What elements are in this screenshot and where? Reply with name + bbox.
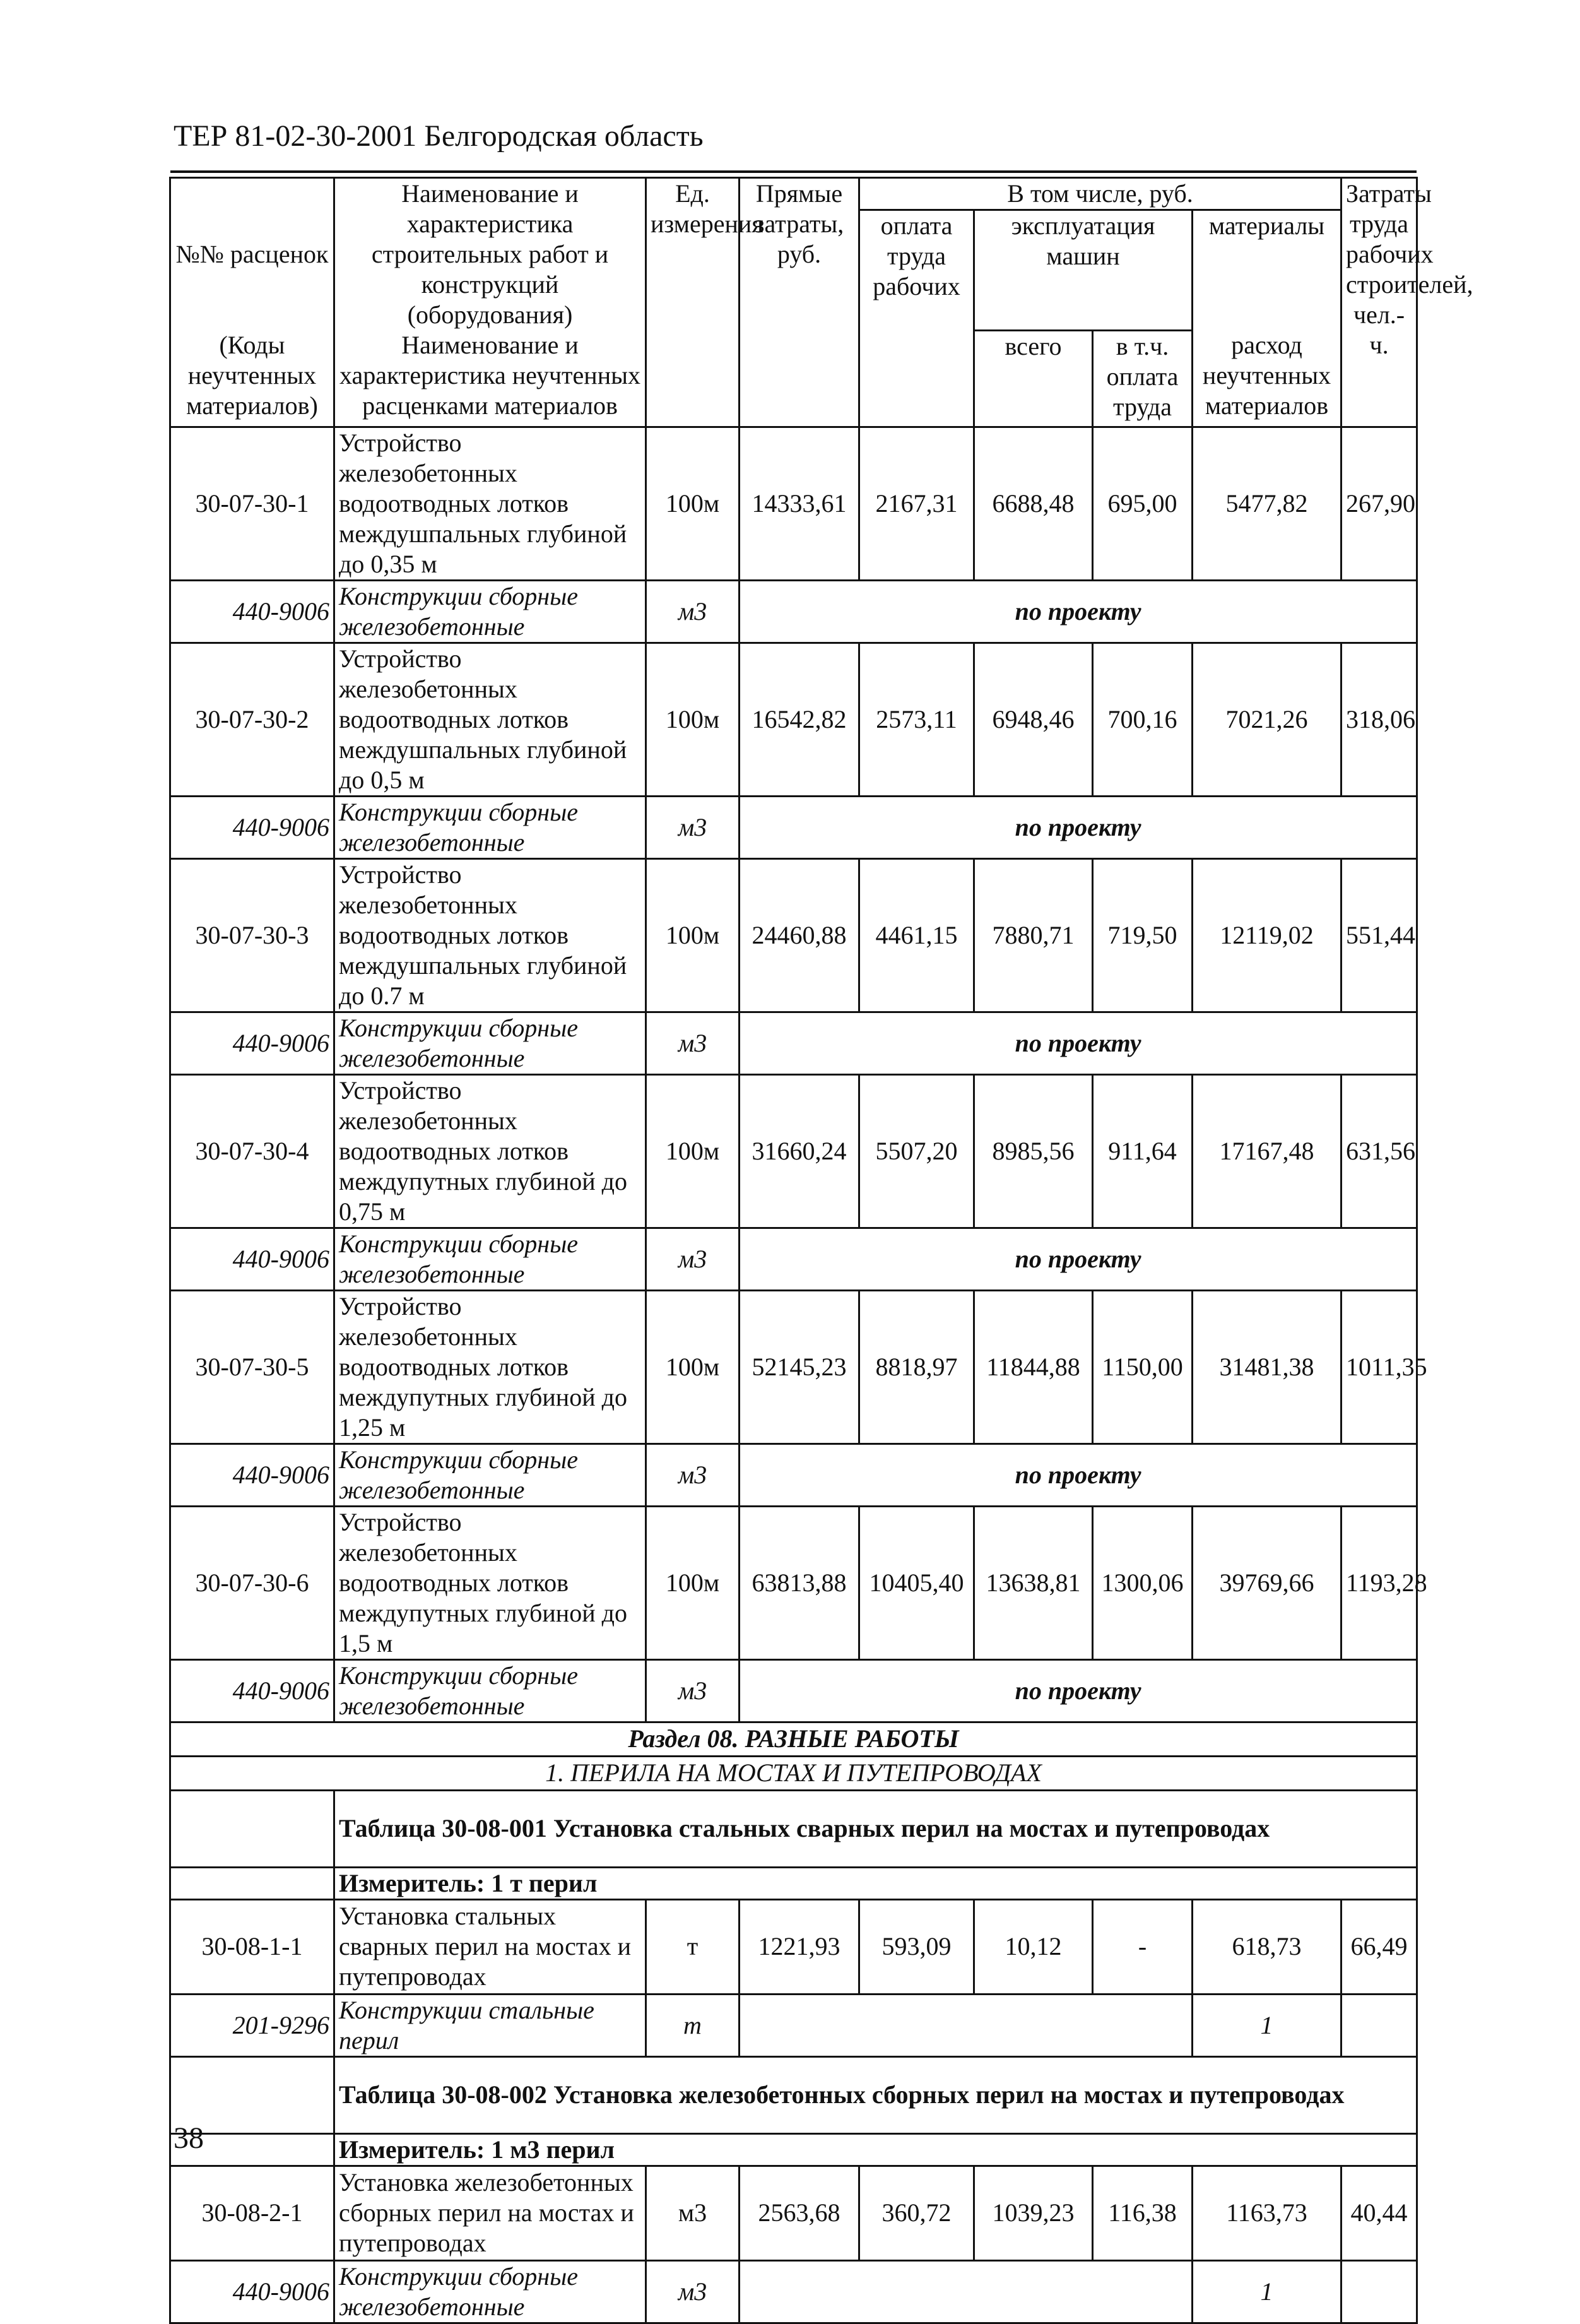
rate-pay: 593,09 [859, 1899, 974, 1994]
material-description: Конструкции сборные железобетонные [334, 1228, 646, 1290]
rate-machines: 1039,23 [974, 2166, 1093, 2260]
rate-direct: 2563,68 [740, 2166, 859, 2260]
material-row [170, 1994, 1417, 2056]
header-total: всего [974, 330, 1093, 427]
rate-materials: 39769,66 [1193, 1506, 1341, 1659]
rate-pay: 4461,15 [859, 858, 974, 1012]
material-unit: т [646, 1994, 740, 2056]
material-row [170, 1444, 1417, 1506]
rate-description: Устройство железобетонных водоотводных лотков междупутных глубиной до 0,75 м [334, 1074, 646, 1228]
material-code: 440-9006 [170, 1659, 334, 1722]
header-mat-cons: расход неучтенных материалов [1193, 330, 1341, 427]
rate-machines-pay: 695,00 [1093, 427, 1193, 580]
rate-labor: 551,44 [1341, 858, 1417, 1012]
material-description: Конструкции сборные железобетонные [334, 1659, 646, 1722]
material-row [170, 1012, 1417, 1074]
table-row [170, 2166, 1417, 2260]
rate-machines-pay: 1150,00 [1093, 1290, 1193, 1444]
header-name-top: Наименование и характеристика строительных работ и конструкций (оборудования) [334, 178, 646, 331]
material-row [170, 1228, 1417, 1290]
rate-labor: 318,06 [1341, 643, 1417, 796]
rate-machines: 13638,81 [974, 1506, 1093, 1659]
section-row [170, 1722, 1417, 1756]
empty-cell [740, 1994, 1193, 2056]
header-unit: Ед. измерения [646, 178, 740, 427]
table-heading-row [170, 1790, 1417, 1867]
rate-labor: 1011,35 [1341, 1290, 1417, 1444]
rate-pay: 8818,97 [859, 1290, 974, 1444]
rate-machines-pay: 911,64 [1093, 1074, 1193, 1228]
rate-code: 30-07-30-4 [170, 1074, 334, 1228]
table-row [170, 1506, 1417, 1659]
header-incl: В том числе, руб. [859, 178, 1341, 210]
rate-unit: м3 [646, 2166, 740, 2260]
rate-code: 30-07-30-5 [170, 1290, 334, 1444]
rate-description: Установка стальных сварных перил на мостах и путепроводах [334, 1899, 646, 1994]
table-row [170, 643, 1417, 796]
title-rule [170, 170, 1417, 173]
rate-description: Устройство железобетонных водоотводных лотков междушпальных глубиной до 0,35 м [334, 427, 646, 580]
material-note: по проекту [740, 1228, 1417, 1290]
rate-direct: 14333,61 [740, 427, 859, 580]
page-number: 38 [174, 2121, 204, 2155]
rate-materials: 1163,73 [1193, 2166, 1341, 2260]
material-row [170, 1659, 1417, 1722]
table-heading: Таблица 30-08-002 Установка железобетонных сборных перил на мостах и путепроводах [334, 2056, 1417, 2133]
rate-unit: 100м [646, 858, 740, 1012]
material-unit: м3 [646, 796, 740, 858]
material-unit: м3 [646, 1659, 740, 1722]
rate-direct: 16542,82 [740, 643, 859, 796]
material-quantity: 1 [1193, 2260, 1341, 2323]
material-code: 440-9006 [170, 796, 334, 858]
rate-description: Устройство железобетонных водоотводных лотков междупутных глубиной до 1,5 м [334, 1506, 646, 1659]
material-description: Конструкции сборные железобетонные [334, 580, 646, 643]
rate-labor: 40,44 [1341, 2166, 1417, 2260]
empty-cell [1341, 2260, 1417, 2323]
material-unit: м3 [646, 1444, 740, 1506]
empty-cell [1341, 1994, 1417, 2056]
empty-cell [170, 1867, 334, 1899]
rate-machines-pay: 116,38 [1093, 2166, 1193, 2260]
rate-machines-pay: 1300,06 [1093, 1506, 1193, 1659]
material-description: Конструкции сборные железобетонные [334, 796, 646, 858]
rate-unit: 100м [646, 1074, 740, 1228]
rate-pay: 360,72 [859, 2166, 974, 2260]
material-description: Конструкции сборные железобетонные [334, 2260, 646, 2323]
table-row [170, 427, 1417, 580]
table-row [170, 1290, 1417, 1444]
table-row [170, 858, 1417, 1012]
rate-direct: 24460,88 [740, 858, 859, 1012]
page-title: ТЕР 81-02-30-2001 Белгородская область [174, 119, 704, 153]
rate-materials: 5477,82 [1193, 427, 1341, 580]
rate-machines: 6948,46 [974, 643, 1093, 796]
rate-description: Устройство железобетонных водоотводных лотков междушпальных глубиной до 0,5 м [334, 643, 646, 796]
rate-unit: 100м [646, 1506, 740, 1659]
rate-unit: 100м [646, 427, 740, 580]
header-direct: Прямые затраты, руб. [740, 178, 859, 427]
rates-table [169, 177, 1473, 2324]
material-note: по проекту [740, 1659, 1417, 1722]
material-unit: м3 [646, 1012, 740, 1074]
material-code: 440-9006 [170, 1228, 334, 1290]
empty-cell [740, 2260, 1193, 2323]
header-row-1 [170, 178, 1417, 210]
material-note: по проекту [740, 580, 1417, 643]
measure-label: Измеритель: 1 т перил [334, 1867, 1417, 1899]
header-pay: оплата труда рабочих [859, 210, 974, 427]
measure-row [170, 2133, 1417, 2166]
material-row [170, 2260, 1417, 2323]
rate-code: 30-07-30-6 [170, 1506, 334, 1659]
material-code: 440-9006 [170, 1012, 334, 1074]
rate-materials: 31481,38 [1193, 1290, 1341, 1444]
header-materials: материалы [1193, 210, 1341, 331]
rate-unit: 100м [646, 643, 740, 796]
material-code: 440-9006 [170, 1444, 334, 1506]
header-labor: Затраты труда рабочих строителей, чел.-ч. [1341, 178, 1417, 427]
rate-machines: 11844,88 [974, 1290, 1093, 1444]
rate-materials: 618,73 [1193, 1899, 1341, 1994]
rate-unit: т [646, 1899, 740, 1994]
material-description: Конструкции сборные железобетонные [334, 1012, 646, 1074]
header-code-top: №№ расценок [170, 178, 334, 331]
rate-labor: 631,56 [1341, 1074, 1417, 1228]
material-note: по проекту [740, 796, 1417, 858]
material-row [170, 796, 1417, 858]
material-code: 440-9006 [170, 2260, 334, 2323]
rate-code: 30-07-30-3 [170, 858, 334, 1012]
rate-direct: 63813,88 [740, 1506, 859, 1659]
rate-machines: 8985,56 [974, 1074, 1093, 1228]
rate-direct: 31660,24 [740, 1074, 859, 1228]
rate-description: Установка железобетонных сборных перил на мостах и путепроводах [334, 2166, 646, 2260]
rate-materials: 12119,02 [1193, 858, 1341, 1012]
rate-unit: 100м [646, 1290, 740, 1444]
rate-description: Устройство железобетонных водоотводных лотков междушпальных глубиной до 0.7 м [334, 858, 646, 1012]
material-code: 440-9006 [170, 580, 334, 643]
rate-pay: 5507,20 [859, 1074, 974, 1228]
rate-code: 30-08-1-1 [170, 1899, 334, 1994]
rate-code: 30-07-30-1 [170, 427, 334, 580]
empty-cell [170, 1790, 334, 1867]
rate-machines-pay: - [1093, 1899, 1193, 1994]
material-unit: м3 [646, 2260, 740, 2323]
material-unit: м3 [646, 580, 740, 643]
rate-direct: 52145,23 [740, 1290, 859, 1444]
header-incl-pay: в т.ч. оплата труда [1093, 330, 1193, 427]
section-title: Раздел 08. РАЗНЫЕ РАБОТЫ [170, 1722, 1417, 1756]
rate-direct: 1221,93 [740, 1899, 859, 1994]
material-unit: м3 [646, 1228, 740, 1290]
material-description: Конструкции сборные железобетонные [334, 1444, 646, 1506]
material-note: по проекту [740, 1444, 1417, 1506]
material-row [170, 580, 1417, 643]
table-heading-row [170, 2056, 1417, 2133]
measure-label: Измеритель: 1 м3 перил [334, 2133, 1417, 2166]
rate-pay: 10405,40 [859, 1506, 974, 1659]
rate-machines: 10,12 [974, 1899, 1093, 1994]
rate-materials: 7021,26 [1193, 643, 1341, 796]
rate-materials: 17167,48 [1193, 1074, 1341, 1228]
material-note: по проекту [740, 1012, 1417, 1074]
rate-code: 30-07-30-2 [170, 643, 334, 796]
rate-pay: 2573,11 [859, 643, 974, 796]
rate-machines-pay: 700,16 [1093, 643, 1193, 796]
material-description: Конструкции стальные перил [334, 1994, 646, 2056]
rate-machines: 6688,48 [974, 427, 1093, 580]
subsection-row [170, 1756, 1417, 1790]
header-machines: эксплуатация машин [974, 210, 1193, 331]
subsection-title: 1. ПЕРИЛА НА МОСТАХ И ПУТЕПРОВОДАХ [170, 1756, 1417, 1790]
rate-pay: 2167,31 [859, 427, 974, 580]
rate-machines-pay: 719,50 [1093, 858, 1193, 1012]
header-name-bottom: Наименование и характеристика неучтенных расценками материалов [334, 330, 646, 427]
header-code-bottom: (Коды неучтенных материалов) [170, 330, 334, 427]
table-row [170, 1899, 1417, 1994]
material-quantity: 1 [1193, 1994, 1341, 2056]
material-code: 201-9296 [170, 1994, 334, 2056]
rate-machines: 7880,71 [974, 858, 1093, 1012]
rate-labor: 267,90 [1341, 427, 1417, 580]
measure-row [170, 1867, 1417, 1899]
rate-code: 30-08-2-1 [170, 2166, 334, 2260]
rate-description: Устройство железобетонных водоотводных лотков междупутных глубиной до 1,25 м [334, 1290, 646, 1444]
rate-labor: 1193,28 [1341, 1506, 1417, 1659]
rate-labor: 66,49 [1341, 1899, 1417, 1994]
table-row [170, 1074, 1417, 1228]
table-heading: Таблица 30-08-001 Установка стальных сварных перил на мостах и путепроводах [334, 1790, 1417, 1867]
